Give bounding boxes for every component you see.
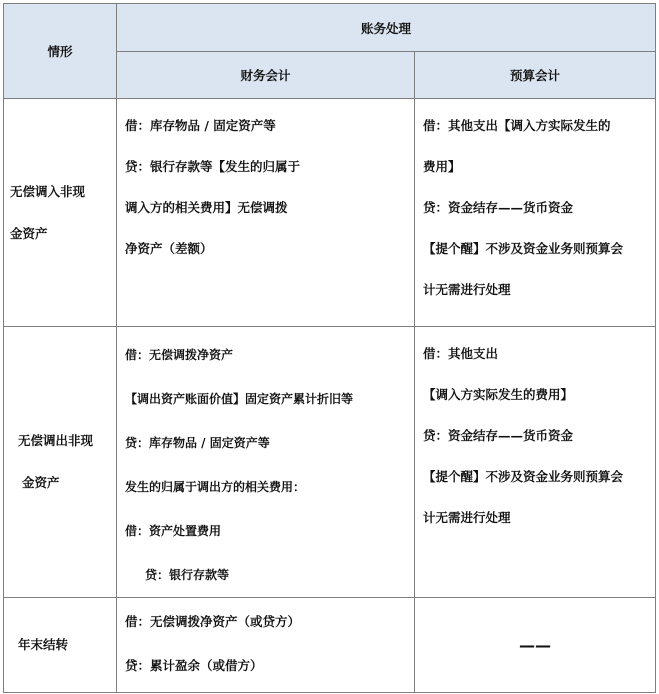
entry-line: 【调入方实际发生的费用】 [423,387,574,402]
table-row [4,327,656,598]
entry-line: 【提个醒】不涉及资金业务则预算会 [423,241,624,256]
entry-line: 发生的归属于调出方的相关费用： [125,480,306,494]
row-label-line: 金资产 [10,225,48,241]
row-label [4,327,117,598]
entry-line: 借：其他支出【调入方实际发生的 [423,118,611,133]
accounting-table [3,3,656,693]
row-label-line: 无偿调出非现 [18,433,94,448]
entry-line: 借：库存物品 / 固定资产等 [125,118,276,133]
budget-cell [415,99,656,327]
entry-line: 贷：银行存款等 [145,568,230,582]
entry-line: 调入方的相关费用】无偿调拨 [125,200,288,215]
entry-line: 【提个醒】不涉及资金业务则预算会 [423,469,624,484]
entry-line: 【调出资产账面价值】固定资产累计折旧等 [125,392,354,406]
row-label: 年末结转 [4,598,117,693]
entry-line: 贷：累计盈余（或借方） [125,658,263,673]
header-accounting: 账务处理 [117,4,656,52]
entry-line: 计无需进行处理 [423,282,511,297]
header-budget: 预算会计 [415,52,656,99]
entry-line: 贷：银行存款等【发生的归属于 [125,159,301,174]
entry-line: 借：资产处置费用 [125,524,222,538]
budget-cell [415,327,656,598]
row-label-line: 金资产 [22,475,60,490]
table-row [4,598,656,693]
financial-cell [117,99,415,327]
entry-line: 贷：资金结存——货币资金 [423,200,574,215]
table-row [4,99,656,327]
financial-cell [117,598,415,693]
entry-line: 净资产（差额） [125,241,213,256]
entry-line: 借：无偿调拨净资产（或贷方） [125,614,301,629]
entry-line: 贷：资金结存——货币资金 [423,428,574,443]
empty-dash: —— [415,598,656,693]
entry-line: 计无需进行处理 [423,510,511,525]
entry-line: 借：其他支出 [423,346,499,361]
row-label-line: 无偿调入非现 [10,183,86,199]
header-financial: 财务会计 [117,52,415,99]
row-label [4,99,117,327]
header-situation: 情形 [4,4,117,99]
entry-line: 借：无偿调拨净资产 [125,348,234,362]
entry-line: 费用】 [423,159,461,174]
entry-line: 贷：库存物品 / 固定资产等 [125,436,270,450]
financial-cell [117,327,415,598]
